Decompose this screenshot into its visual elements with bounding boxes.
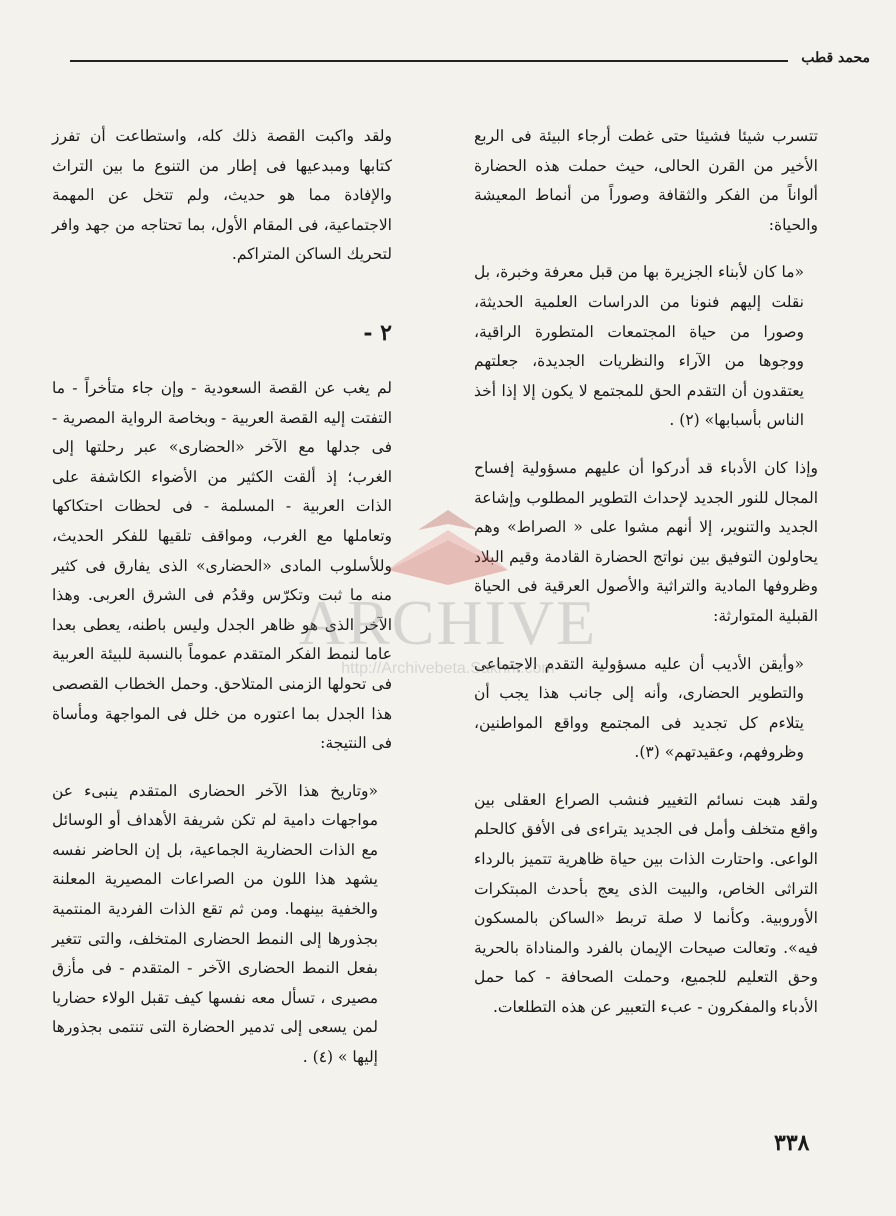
header-rule bbox=[70, 60, 788, 62]
quotation: «ما كان لأبناء الجزيرة بها من قبل معرفة وخبرة، بل نقلت إليهم فنونا من الدراسات العلمية الحديثة، وصورا من حياة المجتمعات المتطورة الراقية، ووجوها من الآراء والنظريات الجديدة، جعلتهم يعتقدون أن التقدم الحق للمجتمع لا يكون إلا إذا أخذ الناس بأسبابها» (٢) . bbox=[474, 263, 804, 430]
paragraph: ولقد هبت نسائم التغيير فنشب الصراع العقلى بين واقع متخلف وأمل فى الجديد يتراءى فى الأفق كالحلم الواعى. واحتارت الذات بين حياة ظاهرية تتميز بالرداء التراثى الخاص، والبيت الذى يعج بأحدث المبتكرات الأوروبية. وكأنما لا صلة تربط «الساكن بالمسكون فيه». وتعالت صيحات الإيمان بالفرد والمناداة بالحرية وحق التعليم للجميع، وحملت الصحافة - كما حمل الأدباء والمفكرون - عبء التعبير عن هذه التطلعات. bbox=[474, 790, 818, 1017]
quotation: «وأيقن الأديب أن عليه مسؤولية التقدم الاجتماعى والتطوير الحضارى، وأنه إلى جانب هذا يجب أن يتلاءم كل تجديد فى المجتمع وواقع المواطنين، وظروفهم، وعقيدتهم» (٣). bbox=[474, 654, 804, 762]
watermark-text: ARCHIVE bbox=[298, 587, 598, 658]
right-column bbox=[474, 122, 818, 1023]
section-number: ٢ - bbox=[363, 319, 392, 346]
quotation: «وتاريخ هذا الآخر الحضارى المتقدم ينبىء عن مواجهات دامية لم تكن شريفة الأهداف أو الوسائل مع الذات الحضارية الجماعية، بل إن الحاضر نفسه يشهد هذا اللون من الصراعات المصيرية المعلنة والخفية بينهما. ومن ثم تقع الذات الفردية المنتمية بجذورها إلى النمط الحضارى المتخلف، والتى تتغير بفعل النمط الحضارى الآخر - المتقدم - فى مأزق مصيرى ، تسأل معه نفسها كيف تقبل الولاء حضاريا لمن يسعى إلى تدمير الحضارة التى تنتمى بجذورها إليها » (٤) . bbox=[52, 781, 378, 1067]
left-column bbox=[52, 122, 392, 1073]
paragraph: ولقد واكبت القصة ذلك كله، واستطاعت أن تفرز كتابها ومبدعيها فى إطار من التنوع ما بين التراث والإفادة مما هو حديث، ولم تتخل عن المهمة الاجتماعية، فى المقام الأول، بما تحتاجه من جهد وافر لتحريك الساكن المتراكم. bbox=[52, 127, 392, 264]
paragraph: تتسرب شيئا فشيئا حتى غطت أرجاء البيئة فى الربع الأخير من القرن الحالى، حيث حملت هذه الحضارة ألواناً من الفكر والثقافة وصوراً من أنماط المعيشة والحياة: bbox=[474, 127, 818, 234]
paragraph: وإذا كان الأدباء قد أدركوا أن عليهم مسؤولية إفساح المجال للنور الجديد لإحداث التطوير المطلوب وإشاعة الجديد والتنوير، إلا أنهم مشوا على « الصراط» وهم يحاولون التوفيق بين نواتج الحضارة القادمة وقيم البلاد وظروفها المادية والتراثية والأصول العرقية فى الحياة القبلية المتوارثة: bbox=[474, 458, 818, 625]
running-header-author: محمد قطب bbox=[801, 50, 870, 66]
watermark-url: http://Archivebeta.Sakhrit.com bbox=[341, 660, 555, 677]
page-number: ٣٣٨ bbox=[774, 1130, 810, 1156]
paragraph: لم يغب عن القصة السعودية - وإن جاء متأخراً - ما التفتت إليه القصة العربية - وبخاصة الرواية المصرية - فى جدلها مع الآخر «الحضارى» عبر رحلتها إلى الغرب؛ إذ ألقت الكثير من الأضواء الكاشفة على الذات العربية - المسلمة - فى لحظات احتكاكها وتعاملها مع الغرب، ومواقف تلقيها للفكر الحديث، وللأسلوب المادى «الحضارى» الذى يفارق فى كثير منه ما ثبت وتكرّس وقدُم فى الشرق العربى. وهذا الآخر الذى هو ظاهر الجدل وليس باطنه، يعطى بعدا عاما لنمط الفكر المتقدم عموماً بالنسبة للبيئة العربية فى تحولها الزمنى المتلاحق. وحمل الخطاب القصصى هذا الجدل بما اعتوره من خلل فى المواجهة ومأساة فى النتيجة: bbox=[52, 378, 392, 753]
